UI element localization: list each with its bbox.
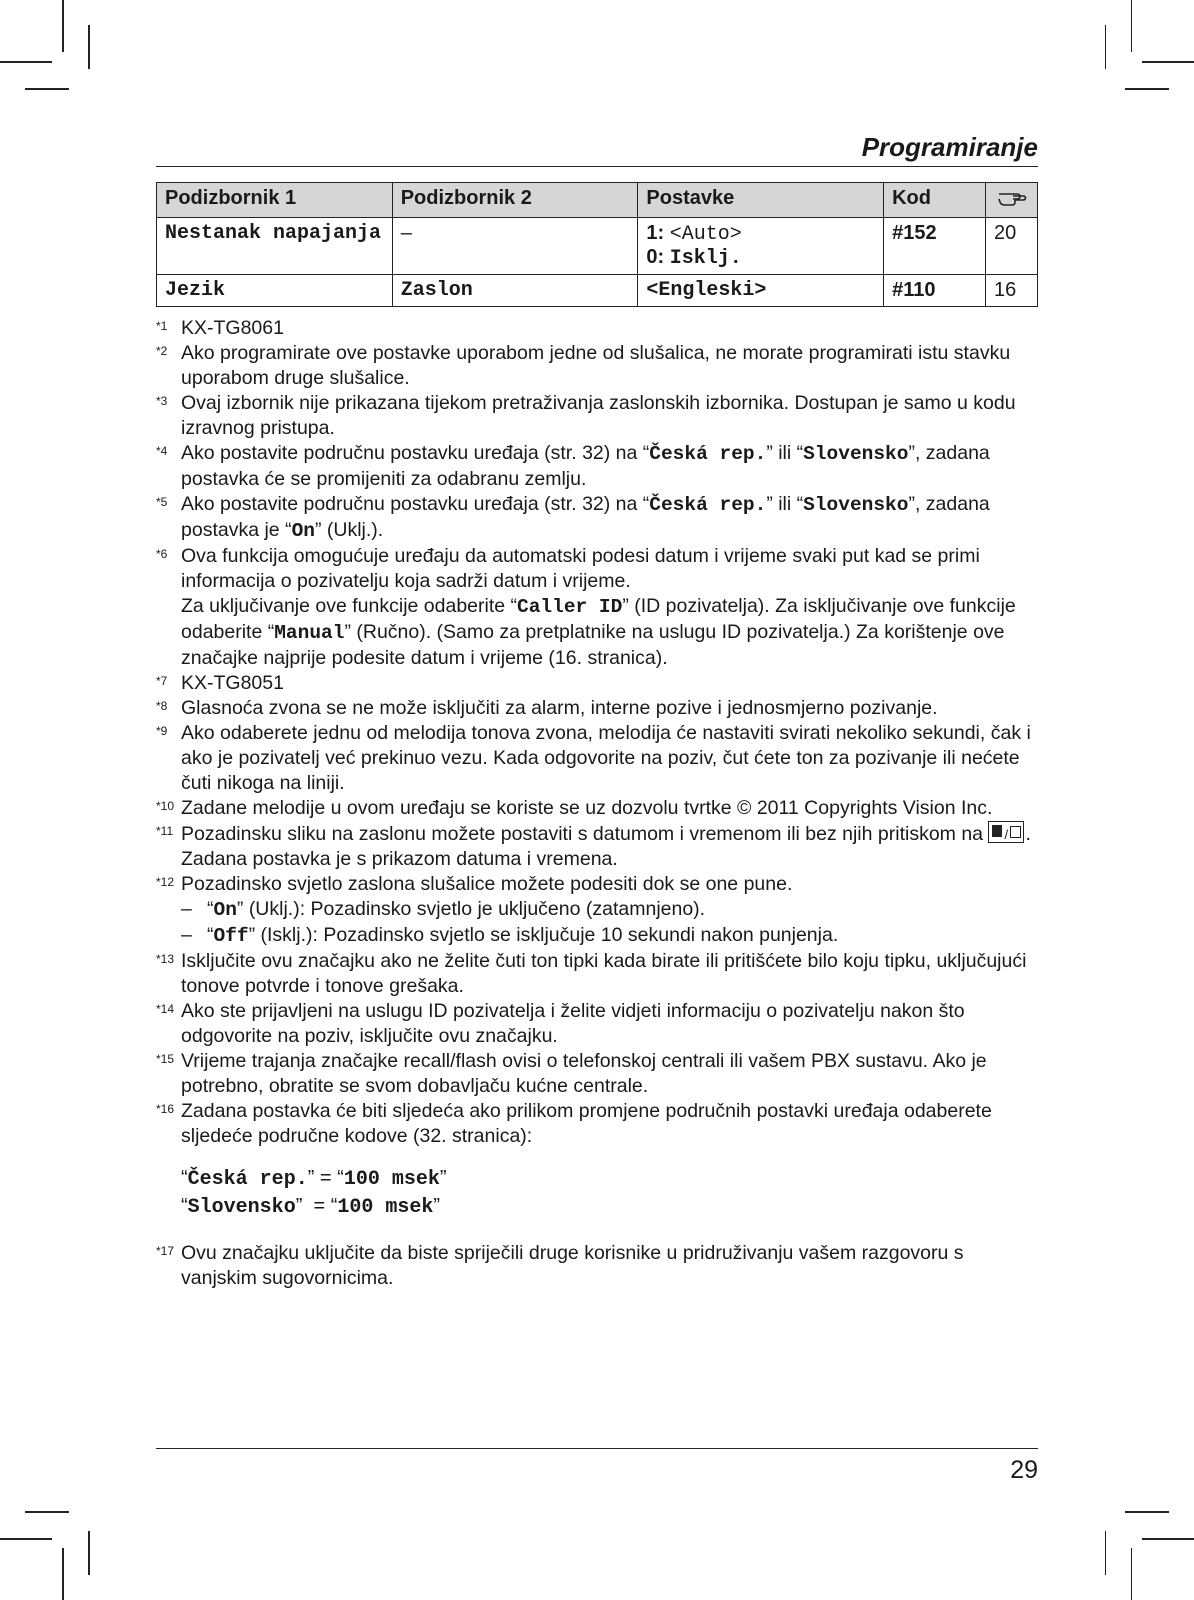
footnote-text: ” ili “ bbox=[766, 442, 804, 464]
footnote-text: ” (Ručno). (Samo za pretplatnike na uslugu ID pozivatelja.) Za korištenje ove značajke najprije podesite datum i vrijeme (16. stranica). bbox=[181, 621, 1005, 669]
column-header: Postavke bbox=[638, 183, 884, 218]
quote: ” bbox=[439, 1167, 447, 1189]
crop-mark bbox=[1131, 0, 1133, 52]
display-text: 100 msek bbox=[343, 1168, 440, 1191]
crop-mark bbox=[1142, 1538, 1194, 1540]
footnote-mark: *3 bbox=[156, 394, 168, 408]
footnote-mark: *2 bbox=[156, 344, 168, 358]
footnote bbox=[156, 544, 1036, 671]
cell-settings: <Engleski> bbox=[638, 275, 884, 307]
cell-submenu-2: Zaslon bbox=[392, 275, 638, 307]
footnote bbox=[156, 821, 1036, 872]
crop-mark bbox=[1125, 1511, 1169, 1513]
footnote-mark: *7 bbox=[156, 674, 168, 688]
section-title: Programiranje bbox=[861, 132, 1038, 162]
footnote bbox=[156, 721, 1036, 796]
footnote-text: Za uključivanje ove funkcije odaberite “ bbox=[181, 595, 518, 617]
list-item bbox=[181, 897, 1036, 923]
footnote-text: KX-TG8051 bbox=[181, 672, 284, 694]
equals-text: ” = “ bbox=[295, 1195, 338, 1217]
display-text: Česká rep. bbox=[187, 1168, 308, 1191]
list-dash: – bbox=[181, 924, 192, 946]
footnote-text: Ako programirate ove postavke uporabom jedne od slušalica, ne morate programirati istu stavku uporabom druge slušalice. bbox=[181, 342, 1011, 389]
cell-page: 20 bbox=[986, 218, 1038, 275]
quote: “ bbox=[181, 1195, 188, 1217]
footnote-mark: *17 bbox=[156, 1244, 175, 1258]
region-code-line bbox=[181, 1193, 1036, 1221]
footnote-text: Glasnoća zvona se ne može isključiti za alarm, interne pozive i jednosmjerno pozivanje. bbox=[181, 697, 938, 719]
code-value: #152 bbox=[892, 222, 937, 244]
footnote bbox=[156, 391, 1036, 441]
option-value: Isklj. bbox=[669, 247, 742, 270]
footnote bbox=[156, 341, 1036, 391]
footnote-text: Zadana postavka će biti sljedeća ako prilikom promjene područnih postavki uređaja odaberete sljedeće područne kodove (32. stranica): bbox=[181, 1100, 992, 1147]
footnote-text: ” (Uklj.): Pozadinsko svjetlo je uključeno (zatamnjeno). bbox=[236, 898, 706, 920]
footnote-paragraph bbox=[181, 594, 1036, 671]
wallpaper-key-icon: / bbox=[988, 821, 1024, 843]
footnote-mark: *8 bbox=[156, 699, 168, 713]
cell-submenu-1: Jezik bbox=[157, 275, 393, 307]
footnote-mark: *11 bbox=[156, 824, 174, 838]
cell-code bbox=[884, 275, 986, 307]
display-text: Česká rep. bbox=[649, 443, 767, 465]
footnote-text: . Zadana postavka je s prikazom datuma i vremena. bbox=[181, 823, 1031, 870]
option-key: 1: bbox=[646, 222, 665, 244]
footnote-text: Pozadinsko svjetlo zaslona slušalice možete podesiti dok se one pune. bbox=[181, 873, 793, 895]
footnote-text: Pozadinsku sliku na zaslonu možete postaviti s datumom i vremenom ili bez njih pritiskom na bbox=[181, 823, 989, 845]
footnote-mark: *14 bbox=[156, 1002, 175, 1016]
cell-submenu-1: Nestanak napajanja bbox=[157, 218, 393, 275]
footnote-mark: *1 bbox=[156, 319, 168, 333]
cell-code bbox=[884, 218, 986, 275]
footnote bbox=[156, 1099, 1036, 1149]
table-row bbox=[157, 218, 1038, 275]
footer-rule bbox=[156, 1448, 1038, 1449]
footnote-text: ”, zadana postavka je “ bbox=[181, 493, 990, 541]
display-text: Manual bbox=[274, 622, 345, 644]
footnote-mark: *6 bbox=[156, 547, 168, 561]
footnote-mark: *4 bbox=[156, 444, 168, 458]
column-header bbox=[986, 183, 1038, 218]
footnote-text: Ovu značajku uključite da biste spriječili druge korisnike u pridruživanju vašem razgovoru s vanjskim sugovornicima. bbox=[181, 1242, 964, 1289]
footnote-text: ” (Uklj.). bbox=[314, 519, 384, 541]
crop-mark bbox=[25, 88, 69, 90]
region-codes bbox=[181, 1165, 1036, 1221]
cell-settings bbox=[638, 218, 884, 275]
footnote-text: Ako ste prijavljeni na uslugu ID pozivatelja i želite vidjeti informaciju o pozivatelju nakon što odgovorite na poziv, isključite ovu značajku. bbox=[181, 1000, 965, 1047]
display-text: On bbox=[213, 899, 237, 921]
footnote bbox=[156, 999, 1036, 1049]
display-text: Slovensko bbox=[187, 1196, 296, 1219]
display-text: 100 msek bbox=[337, 1196, 434, 1219]
footnote-text: KX-TG8061 bbox=[181, 317, 284, 339]
equals-text: ” = “ bbox=[307, 1167, 344, 1189]
column-header: Podizbornik 1 bbox=[157, 183, 393, 218]
footnote-mark: *15 bbox=[156, 1052, 175, 1066]
quote: “ bbox=[181, 1167, 188, 1189]
footnote-mark: *13 bbox=[156, 952, 175, 966]
list-dash: – bbox=[181, 898, 192, 920]
crop-mark bbox=[1105, 25, 1107, 69]
cell-page: 16 bbox=[986, 275, 1038, 307]
display-text: Slovensko bbox=[803, 494, 909, 516]
footnote bbox=[156, 949, 1036, 999]
footnote-text: Ova funkcija omogućuje uređaju da automatski podesi datum i vrijeme svaki put kad se primi informacija o pozivatelju koja sadrži datum i vrijeme. bbox=[181, 545, 980, 592]
crop-mark bbox=[0, 61, 52, 63]
display-text: Off bbox=[213, 925, 249, 947]
crop-mark bbox=[0, 1538, 52, 1540]
quote: ” bbox=[433, 1195, 441, 1217]
option-key: 0: bbox=[646, 246, 665, 268]
footnote bbox=[156, 441, 1036, 492]
display-text: On bbox=[291, 520, 315, 542]
footnote bbox=[156, 316, 1036, 341]
crop-mark bbox=[1105, 1531, 1107, 1575]
table-header-row bbox=[157, 183, 1038, 218]
table-row bbox=[157, 275, 1038, 307]
section-header bbox=[156, 130, 1038, 167]
column-header: Kod bbox=[884, 183, 986, 218]
footnote-mark: *12 bbox=[156, 875, 175, 889]
footnote-text: “ bbox=[207, 924, 214, 946]
column-header: Podizbornik 2 bbox=[392, 183, 638, 218]
crop-mark bbox=[1125, 88, 1169, 90]
crop-mark bbox=[62, 1548, 64, 1600]
footnote-text: ”, zadana postavka će se promijeniti za odabranu zemlju. bbox=[181, 442, 990, 490]
crop-mark bbox=[88, 1531, 90, 1575]
footnote-text: Ako postavite područnu postavku uređaja (str. 32) na “ bbox=[181, 493, 650, 515]
footnote-text: ” (ID pozivatelja). Za isključivanje ove funkcije odaberite “ bbox=[181, 595, 1016, 643]
footnote-text: “ bbox=[207, 898, 214, 920]
display-text: Slovensko bbox=[803, 443, 909, 465]
list-item bbox=[181, 923, 1036, 949]
footnote-text: Ovaj izbornik nije prikazana tijekom pretraživanja zaslonskih izbornika. Dostupan je samo u kodu izravnog pristupa. bbox=[181, 392, 1016, 439]
footnote-text: Isključite ovu značajku ako ne želite čuti ton tipki kada birate ili pritišćete bilo koju tipku, uključujući tonove potvrde i tonove grešaka. bbox=[181, 950, 1027, 997]
display-text: Česká rep. bbox=[649, 494, 767, 516]
page-number: 29 bbox=[1010, 1456, 1038, 1484]
footnotes bbox=[156, 316, 1036, 1291]
crop-mark bbox=[1142, 61, 1194, 63]
footnote bbox=[156, 696, 1036, 721]
footnote bbox=[156, 1241, 1036, 1291]
pointing-hand-icon bbox=[997, 185, 1027, 207]
footnote-text: ” ili “ bbox=[766, 493, 804, 515]
region-code-line bbox=[181, 1165, 1036, 1193]
footnote bbox=[156, 872, 1036, 949]
footnote bbox=[156, 796, 1036, 821]
crop-mark bbox=[25, 1511, 69, 1513]
crop-mark bbox=[62, 0, 64, 52]
footnote-mark: *10 bbox=[156, 799, 175, 813]
footnote-text: Ako postavite područnu postavku uređaja (str. 32) na “ bbox=[181, 442, 650, 464]
settings-table bbox=[156, 182, 1038, 307]
cell-submenu-2: – bbox=[392, 218, 638, 275]
crop-mark bbox=[88, 25, 90, 69]
footnote-text: Ako odaberete jednu od melodija tonova zvona, melodija će nastaviti svirati nekoliko sekundi, čak i ako je pozivatelj već prekinuo vezu. Kada odgovorite na poziv, čut ćete ton za pozivanje ili nećete čuti nikoga na liniji. bbox=[181, 722, 1031, 794]
footnote-mark: *16 bbox=[156, 1102, 175, 1116]
footnote bbox=[156, 671, 1036, 696]
footnote-text: Vrijeme trajanja značajke recall/flash ovisi o telefonskoj centrali ili vašem PBX sustavu. Ako je potrebno, obratite se svom dobavljaču kućne centrale. bbox=[181, 1050, 987, 1097]
code-value: #110 bbox=[892, 279, 936, 301]
footnote-mark: *9 bbox=[156, 724, 168, 738]
footnote-mark: *5 bbox=[156, 495, 168, 509]
footnote-text: ” (Isklj.): Pozadinsko svjetlo se isključuje 10 sekundi nakon punjenja. bbox=[248, 924, 839, 946]
crop-mark bbox=[1131, 1548, 1133, 1600]
option-value: <Auto> bbox=[669, 223, 742, 246]
footnote bbox=[156, 1049, 1036, 1099]
display-text: Caller ID bbox=[517, 596, 623, 618]
footnote bbox=[156, 492, 1036, 544]
footnote-text: Zadane melodije u ovom uređaju se koriste se uz dozvolu tvrtke © 2011 Copyrights Vision Inc. bbox=[181, 797, 993, 819]
